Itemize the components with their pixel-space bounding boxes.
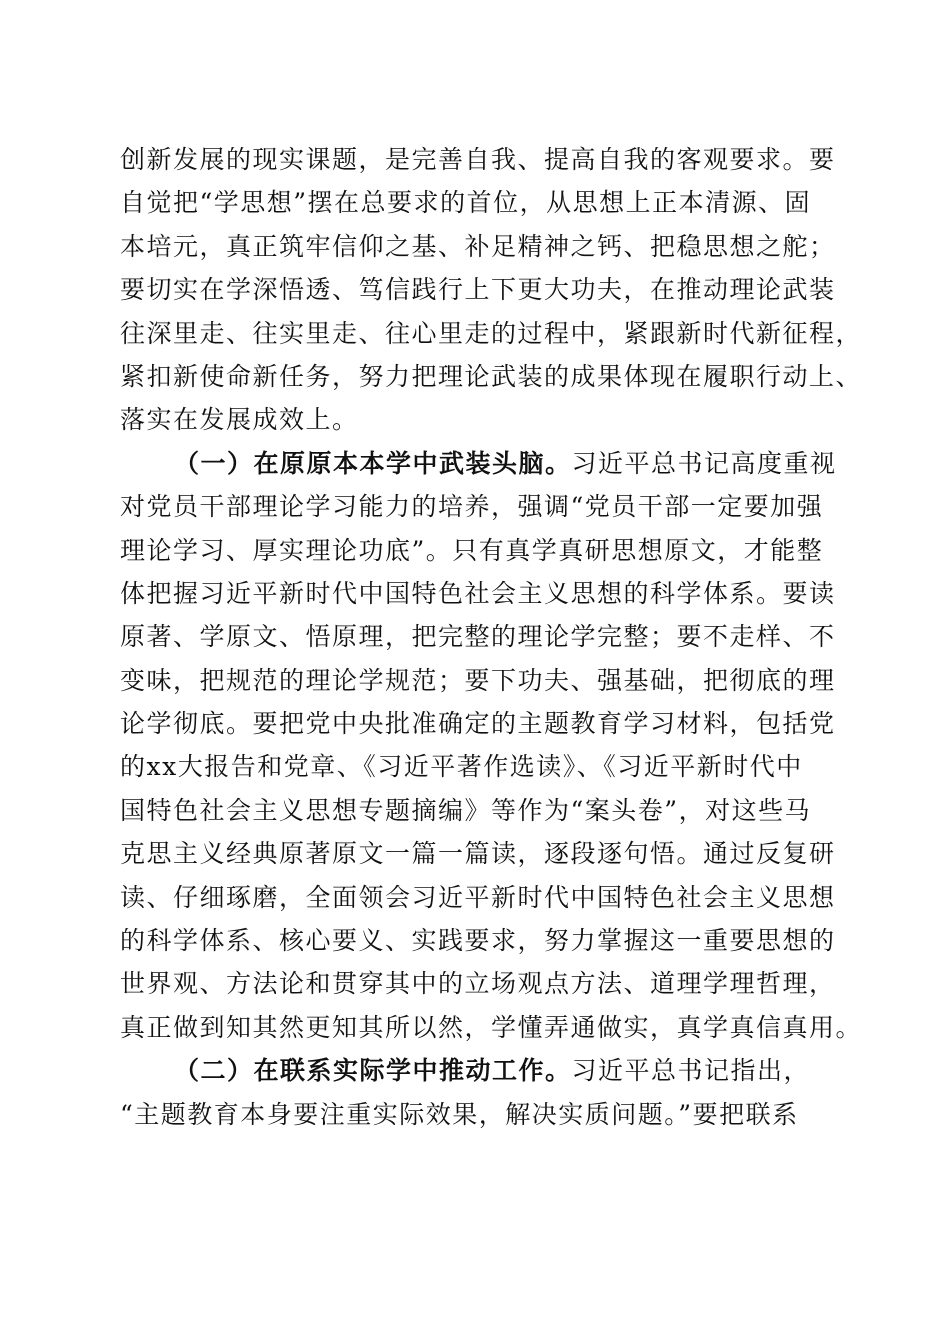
document-body: [120, 138, 863, 1136]
section-1-heading: （一）在原原本本学中武装头脑。: [174, 448, 572, 478]
paragraph-1: [120, 138, 863, 442]
paragraph-line: “主题教育本身要注重实际效果，解决实质问题。”要把联系: [120, 1099, 799, 1129]
paragraph-line: 读、仔细琢磨，全面领会习近平新时代中国特色社会主义思想: [120, 882, 836, 912]
section-1-first-line-text: 习近平总书记高度重视: [571, 448, 837, 478]
paragraph-line: 创新发展的现实课题，是完善自我、提高自我的客观要求。要: [120, 145, 836, 174]
paragraph-line: 自觉把“学思想”摆在总要求的首位，从思想上正本清源、固: [120, 188, 812, 218]
paragraph-line: 紧扣新使命新任务，努力把理论武装的成果体现在履职行动上、: [120, 361, 863, 391]
section-2-first-line: [120, 1049, 840, 1092]
section-2-heading: （二）在联系实际学中推动工作。: [174, 1056, 572, 1086]
paragraph-line: 国特色社会主义思想专题摘编》等作为“案头卷”，对这些马: [120, 795, 812, 825]
section-1-first-line: [120, 442, 840, 485]
paragraph-line: 本培元，真正筑牢信仰之基、补足精神之钙、把稳思想之舵；: [120, 231, 836, 261]
section-2: [120, 1049, 840, 1136]
section-2-first-line-text: 习近平总书记指出，: [571, 1056, 811, 1086]
paragraph-line: 原著、学原文、悟原理，把完整的理论学完整；要不走样、不: [120, 622, 836, 652]
paragraph-line: 论学彻底。要把党中央批准确定的主题教育学习材料，包括党: [120, 709, 836, 739]
paragraph-line: 要切实在学深悟透、笃信践行上下更大功夫，在推动理论武装: [120, 275, 836, 305]
paragraph-line: 对党员干部理论学习能力的培养，强调“党员干部一定要加强: [120, 492, 824, 522]
paragraph-line: 克思主义经典原著原文一篇一篇读，逐段逐句悟。通过反复研: [120, 839, 836, 869]
paragraph-line: 体把握习近平新时代中国特色社会主义思想的科学体系。要读: [120, 578, 836, 608]
paragraph-line: 的xx大报告和党章、《习近平著作选读》、《习近平新时代中: [120, 752, 803, 782]
paragraph-line: 的科学体系、核心要义、实践要求，努力掌握这一重要思想的: [120, 926, 836, 956]
section-1: [120, 442, 863, 1049]
paragraph-line: 理论学习、厚实理论功底”。只有真学真研思想原文，才能整: [120, 535, 824, 565]
paragraph-line: 真正做到知其然更知其所以然，学懂弄通做实，真学真信真用。: [120, 1012, 863, 1042]
paragraph-line: 往深里走、往实里走、往心里走的过程中，紧跟新时代新征程，: [120, 318, 863, 348]
paragraph-line: 变味，把规范的理论学规范；要下功夫、强基础，把彻底的理: [120, 665, 836, 695]
paragraph-line: 世界观、方法论和贯穿其中的立场观点方法、道理学理哲理，: [120, 969, 836, 999]
paragraph-line: 落实在发展成效上。: [120, 405, 359, 435]
